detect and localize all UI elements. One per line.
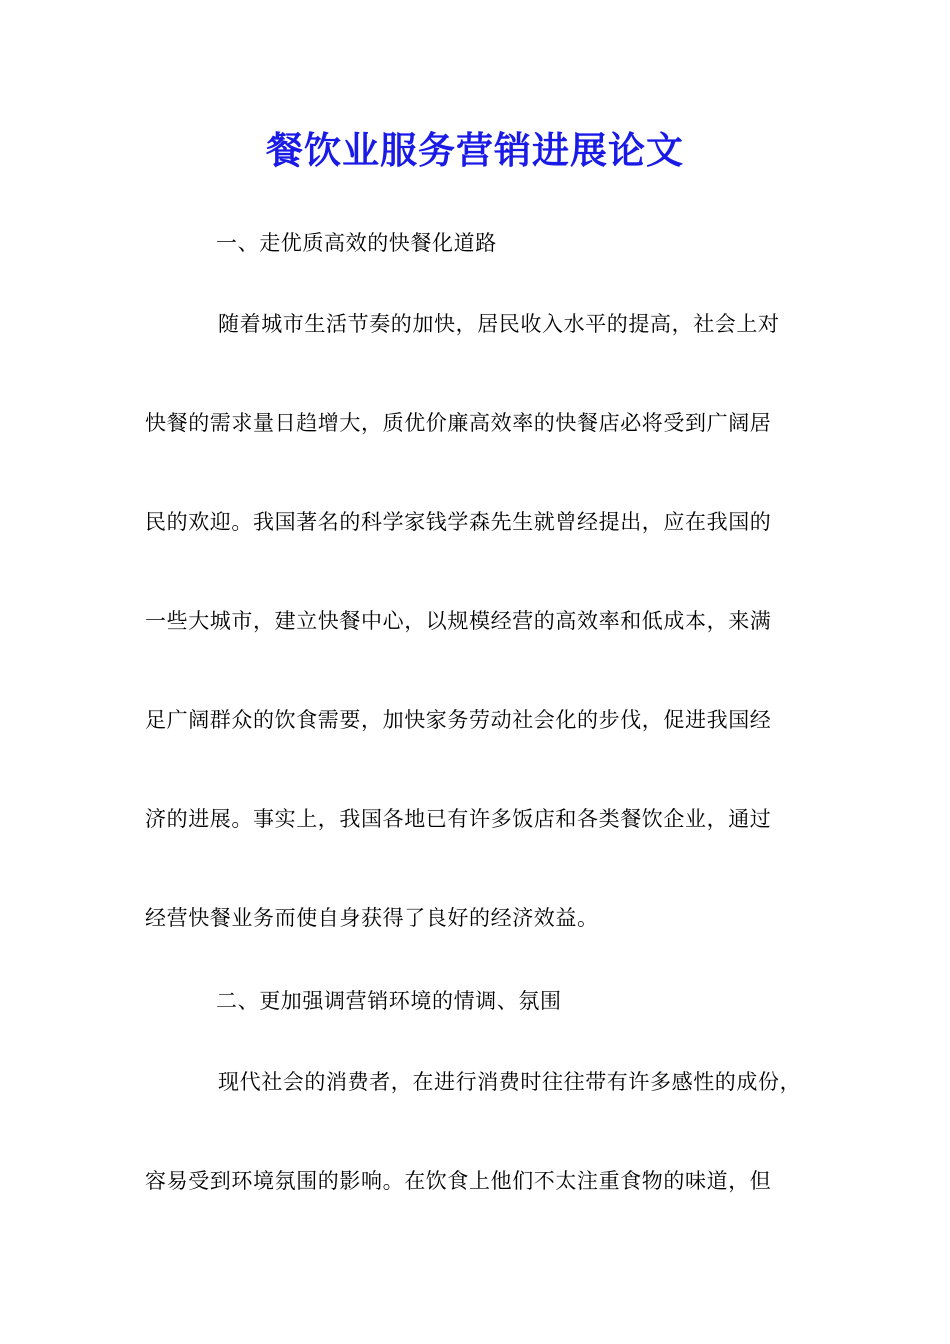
paragraph-line: 随着城市生活节奏的加快，居民收入水平的提高，社会上对 — [218, 312, 780, 336]
paragraph-line: 经营快餐业务而使自身获得了良好的经济效益。 — [145, 906, 599, 930]
paragraph-line: 足广阔群众的饮食需要，加快家务劳动社会化的步伐，促进我国经 — [145, 708, 772, 732]
paragraph-line: 容易受到环境氛围的影响。在饮食上他们不太注重食物的味道，但 — [145, 1169, 772, 1193]
document-title: 餐饮业服务营销进展论文 — [266, 128, 684, 172]
paragraph-line: 一些大城市，建立快餐中心，以规模经营的高效率和低成本，来满 — [145, 609, 772, 633]
section-heading-1: 一、走优质高效的快餐化道路 — [216, 231, 497, 255]
paragraph-line: 现代社会的消费者，在进行消费时往往带有许多感性的成份， — [218, 1070, 802, 1094]
paragraph-line: 民的欢迎。我国著名的科学家钱学森先生就曾经提出，应在我国的 — [145, 510, 772, 534]
section-heading-2: 二、更加强调营销环境的情调、氛围 — [216, 989, 562, 1013]
paragraph-line: 快餐的需求量日趋增大，质优价廉高效率的快餐店必将受到广阔居 — [145, 411, 772, 435]
paragraph-line: 济的进展。事实上，我国各地已有许多饭店和各类餐饮企业，通过 — [145, 807, 772, 831]
